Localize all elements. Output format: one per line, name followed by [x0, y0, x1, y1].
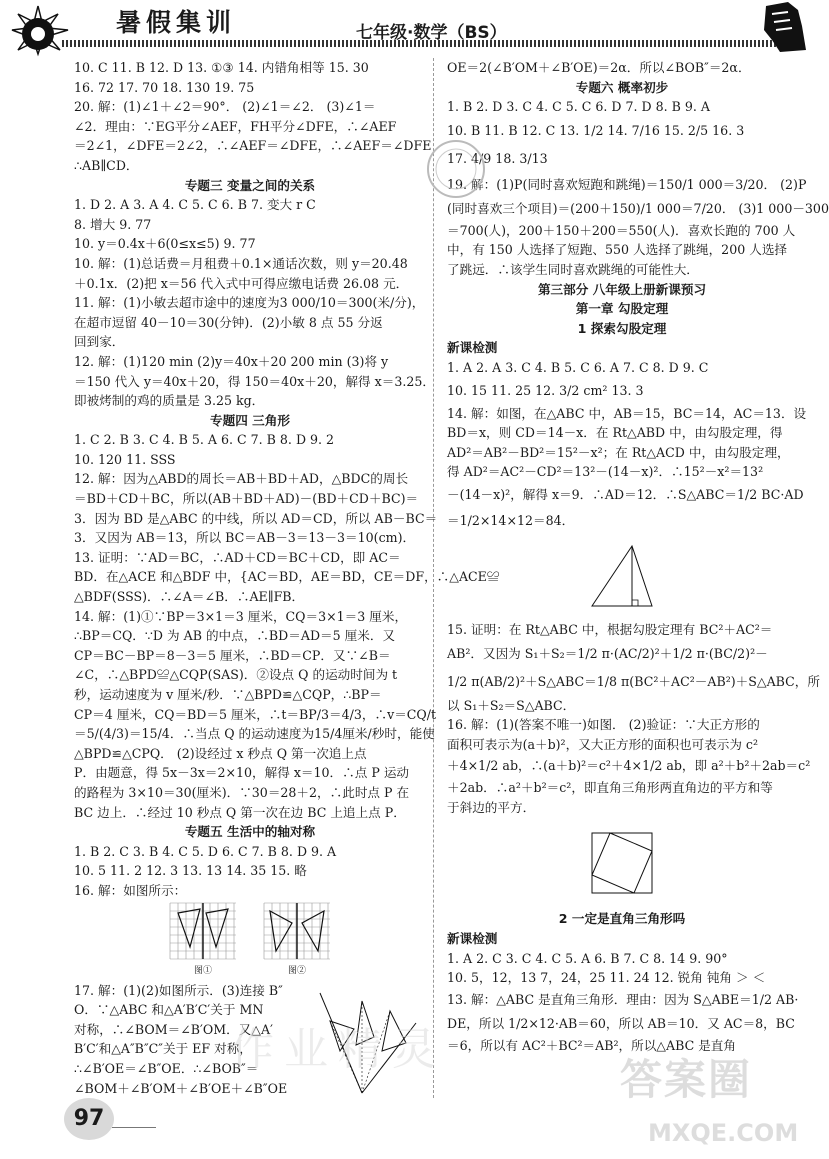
answer-line: 17. 4/9 18. 3/13: [447, 150, 548, 166]
answer-line: 13. 解：△ABC 是直角三角形．理由：因为 S△ABE＝1/2 AB·: [447, 991, 799, 1007]
grid-diagram-1: [170, 903, 236, 961]
answer-line: 16. 解：(1)(答案不唯一)如图． (2)验证：∵大正方形的: [447, 717, 760, 733]
watermark-text-mid: 作业精灵: [230, 1024, 446, 1075]
answer-line: ∴BP＝CQ．∵D 为 AB 的中点，∴BD＝AD＝5 厘米．又: [74, 628, 396, 644]
answer-line: 1. D 2. A 3. A 4. C 5. C 6. B 7. 变大 r C: [74, 197, 316, 213]
new-lesson-check-label: 新课检测: [447, 931, 498, 947]
answer-line: 面积可表示为(a＋b)²，又大正方形的面积也可表示为 c²: [447, 736, 759, 752]
answer-line: 20. 解：(1)∠1＋∠2＝90°． (2)∠1＝∠2． (3)∠1＝: [74, 99, 376, 115]
new-lesson-check-label: 新课检测: [447, 340, 498, 356]
page-number-rule: [112, 1127, 156, 1128]
answer-line: 3．因为 BD 是△ABC 的中线，所以 AD＝CD，所以 AB－BC＝: [74, 510, 438, 526]
section-heading-4: 专题四 三角形: [210, 412, 290, 428]
page-number: 97: [64, 1098, 114, 1140]
answer-line: 19. 解：(1)P(同时喜欢短跑和跳绳)＝150/1 000＝3/20． (2)P: [447, 176, 807, 192]
answer-line: ＋0.1x．(2)把 x＝56 代入式中可得应缴电话费 26.08 元．: [74, 275, 409, 291]
answer-line: 12. 解：因为△ABD的周长＝AB＋BD＋AD，△BDC的周长: [74, 471, 409, 487]
answer-line: ＝150 代入 y＝40x＋20，得 150＝40x＋20，解得 x＝3.25．: [74, 373, 435, 389]
answer-line: AD²＝AB²－BD²＝15²－x²；在 Rt△ACD 中，由勾股定理，: [447, 444, 790, 460]
answer-line: ＝700(人)，200＋150＋200＝550(人)．喜欢长跑的 700 人: [447, 222, 796, 238]
answer-line: 11. 解：(1)小敏去超市途中的速度为3 000/10＝300(米/分)，: [74, 295, 425, 311]
section-heading-3: 专题三 变量之间的关系: [184, 177, 316, 193]
answer-line: 12. 解：(1)120 min (2)y＝40x＋20 200 min (3)将 y: [74, 353, 389, 369]
answer-line: ∠2．理由：∵EG平分∠AEF，FH平分∠DFE，∴∠AEF: [74, 118, 397, 134]
grid-diagram-2: [264, 903, 330, 961]
answer-line: O．∵△ABC 和△A′B′C′关于 MN: [74, 1002, 264, 1018]
answer-line: 1. B 2. D 3. C 4. C 5. C 6. D 7. D 8. B 9. A: [447, 99, 710, 115]
answer-line: 10. 5 11. 2 12. 3 13. 13 14. 35 15. 略: [74, 863, 307, 879]
answer-line: ＝5/(4/3)＝15/4．∴当点 Q 的运动速度为15/4厘米/秒时，能使: [74, 726, 435, 742]
answer-line: 15. 证明：在 Rt△ABC 中，根据勾股定理有 BC²＋AC²＝: [447, 621, 773, 637]
answer-line: 3．又因为 AB＝13，所以 BC＝AB－3＝13－3＝10(cm)．: [74, 530, 416, 546]
grid-figure-1: [170, 903, 236, 977]
section-heading-5: 专题五 生活中的轴对称: [184, 824, 316, 840]
answer-line: B′C′和△A″B″C″关于 EF 对称，: [74, 1041, 252, 1057]
answer-line: 8. 增大 9. 77: [74, 216, 152, 232]
answer-line: ∴AB∥CD．: [74, 157, 139, 173]
triangle-abc-diagram: [582, 538, 662, 616]
answer-line: 10. 120 11. SSS: [74, 451, 176, 467]
watermark-url: MXQE.COM: [648, 1119, 799, 1147]
square-figure: [447, 821, 797, 905]
answer-line: ∠C，∴△BPD≌△CQP(SAS)．②设点 Q 的运动时间为 t: [74, 667, 398, 683]
answer-line: 回到家．: [74, 334, 125, 350]
grid-figure-2: [264, 903, 330, 977]
answer-line: 17. 解：(1)(2)如图所示．(3)连接 B″: [74, 982, 283, 998]
answer-line: 14. 解：(1)①∵BP＝3×1＝3 厘米，CQ＝3×1＝3 厘米，: [74, 608, 408, 624]
answer-line: 秒，运动速度为 v 厘米/秒．∵△BPD≌△CQP，∴BP＝: [74, 687, 382, 702]
fist-icon: [758, 0, 808, 54]
answer-line: ＋2ab．∴a²＋b²＝c²，即直角三角形两直角边的平方和等: [447, 780, 773, 796]
answer-line: 10. B 11. B 12. C 13. 1/2 14. 7/16 15. 2/5 16. 3: [447, 122, 745, 138]
answer-line: 10. 15 11. 25 12. 3/2 cm² 13. 3: [447, 382, 644, 398]
lesson-heading-2: 2 一定是直角三角形吗: [558, 911, 686, 927]
chapter-heading: 第一章 勾股定理: [575, 301, 669, 317]
answer-line: 1/2 π(AB/2)²＋S△ABC＝1/8 π(BC²＋AC²－AB²)＋S△ABC，所: [447, 673, 820, 689]
answer-line: △BDF(SSS)．∴∠A＝∠B．∴AE∥FB．: [74, 589, 305, 605]
answer-line: AB²．又因为 S₁＋S₂＝1/2 π·(AC/2)²＋1/2 π·(BC/2)²－: [447, 645, 768, 661]
triangle-figure: [447, 538, 797, 616]
answer-line: BD．在△ACE 和△BDF 中，{AC＝BD，AE＝BD，CE＝DF，∴△ACE≌: [74, 569, 500, 585]
answer-line: CP＝4 厘米，CQ＝BD＝5 厘米，∴t＝BP/3＝4/3，∴v＝CQ/t: [74, 706, 437, 722]
answer-line: 于斜边的平方．: [447, 799, 536, 815]
answer-line: ∠BOM＋∠B′OM＋∠B′OE＋∠B″OE: [74, 1080, 288, 1096]
circular-stamp-icon: [425, 138, 487, 200]
answer-line: △BPD≌△CPQ． (2)设经过 x 秒点 Q 第一次追上点: [74, 745, 367, 761]
answer-line: 16. 解：如图所示：: [74, 882, 187, 898]
answer-line: 10. C 11. B 12. D 13. ①③ 14. 内错角相等 15. 30: [74, 60, 369, 75]
figure-caption: 图②: [287, 965, 306, 976]
section-heading-6: 专题六 概率初步: [575, 79, 669, 95]
answer-line: OE＝2(∠B′OM＋∠B′OE)＝2α．所以∠BOB″＝2α．: [447, 60, 751, 75]
answer-line: 13. 证明：∵AD＝BC，∴AD＋CD＝BC＋CD，即 AC＝: [74, 549, 401, 565]
answer-line: 1. B 2. C 3. B 4. C 5. D 6. C 7. B 8. D 9. A: [74, 843, 337, 859]
series-title: 暑假集训: [116, 8, 237, 37]
answer-line: 14. 解：如图，在△ABC 中，AB＝15，BC＝14，AC＝13．设: [447, 405, 807, 421]
answer-line: 以 S₁＋S₂＝S△ABC．: [447, 697, 576, 713]
answer-line: 在超市逗留 40－10＝30(分钟)．(2)小敏 8 点 55 分返: [74, 314, 383, 330]
answer-line: 1. C 2. B 3. C 4. B 5. A 6. C 7. B 8. D 9. 2: [74, 432, 335, 448]
grid-figures: [74, 903, 426, 977]
watermark-logo: 答案圈: [620, 1055, 753, 1104]
answer-line: BC 边上．∴经过 10 秒点 Q 第一次在边 BC 上追上点 P．: [74, 804, 406, 820]
answer-line: 10. y＝0.4x＋6(0≤x≤5) 9. 77: [74, 236, 256, 252]
lesson-heading-1: 1 探索勾股定理: [577, 320, 667, 336]
answer-line: 即被烤制的鸡的质量是 3.25 kg．: [74, 393, 265, 409]
answer-line: DE，所以 1/2×12·AB＝60，所以 AB＝10．又 AC＝8，BC: [447, 1015, 795, 1031]
part-heading: 第三部分 八年级上册新课预习: [537, 281, 707, 297]
answer-line: 得 AD²＝AC²－CD²＝13²－(14－x)²．∴15²－x²＝13²: [447, 464, 764, 480]
answer-line: 对称，∴∠BOM＝∠B′OM．又△A′: [74, 1021, 273, 1037]
answer-line: 16. 72 17. 70 18. 130 19. 75: [74, 79, 255, 95]
answer-line: 中，有 150 人选择了短跑、550 人选择了跳绳，200 人选择: [447, 242, 788, 258]
answer-line: P．由题意，得 5x－3x＝2×10，解得 x＝10．∴点 P 运动: [74, 765, 410, 781]
answer-line: BD＝x，则 CD＝14－x．在 Rt△ABD 中，由勾股定理，得: [447, 425, 783, 441]
answer-line: CP＝BC－BP＝8－3＝5 厘米，∴BD＝CP．又∵∠B＝: [74, 647, 391, 663]
answer-line: ＋4×1/2 ab，∴(a＋b)²＝c²＋4×1/2 ab，即 a²＋b²＋2ab＝c²: [447, 758, 811, 774]
answer-line: 10. 解：(1)总话费＝月租费＋0.1×通话次数，则 y＝20.48: [74, 255, 408, 271]
grade-subject-label: 七年级·数学（BS）: [356, 23, 507, 43]
pythagoras-square-diagram: [580, 821, 664, 905]
answer-line: 了跳远．∴该学生同时喜欢跳绳的可能性大．: [447, 261, 699, 277]
answer-line: 1. A 2. C 3. C 4. C 5. A 6. B 7. C 8. 14 9. 90°: [447, 950, 728, 966]
answer-line: ＝BD＋CD＋BC，所以(AB＋BD＋AD)－(BD＋CD＋BC)＝: [74, 491, 419, 507]
answer-line: 10. 5，12，13 7，24，25 11. 24 12. 锐角 钝角 ＞ ＜: [447, 970, 766, 986]
answer-line: 1. A 2. A 3. C 4. B 5. C 6. A 7. C 8. D 9. C: [447, 359, 709, 375]
page-header: [0, 0, 828, 56]
answer-line: 的路程为 3×10＝30(厘米)．∵30＝28＋2，∴此时点 P 在: [74, 784, 410, 800]
answer-line: ∴∠B′OE＝∠B″OE．∴∠BOB″＝: [74, 1060, 259, 1076]
answer-line: ＝6，所以有 AC²＋BC²＝AB²，所以△ABC 是直角: [447, 1037, 736, 1053]
answer-line: －(14－x)²，解得 x＝9．∴AD＝12．∴S△ABC＝1/2 BC·AD: [447, 486, 804, 502]
figure-caption: 图①: [193, 965, 212, 976]
answer-line: ＝1/2×14×12＝84．: [447, 512, 575, 528]
answer-line: (同时喜欢三个项目)＝(200＋150)/1 000＝7/20． (3)1 000－300: [447, 200, 829, 216]
answer-line: ＝2∠1，∠DFE＝2∠2，∴∠AEF＝∠DFE，∴∠AEF＝∠DFE: [74, 138, 432, 154]
right-column: [447, 58, 829, 1055]
